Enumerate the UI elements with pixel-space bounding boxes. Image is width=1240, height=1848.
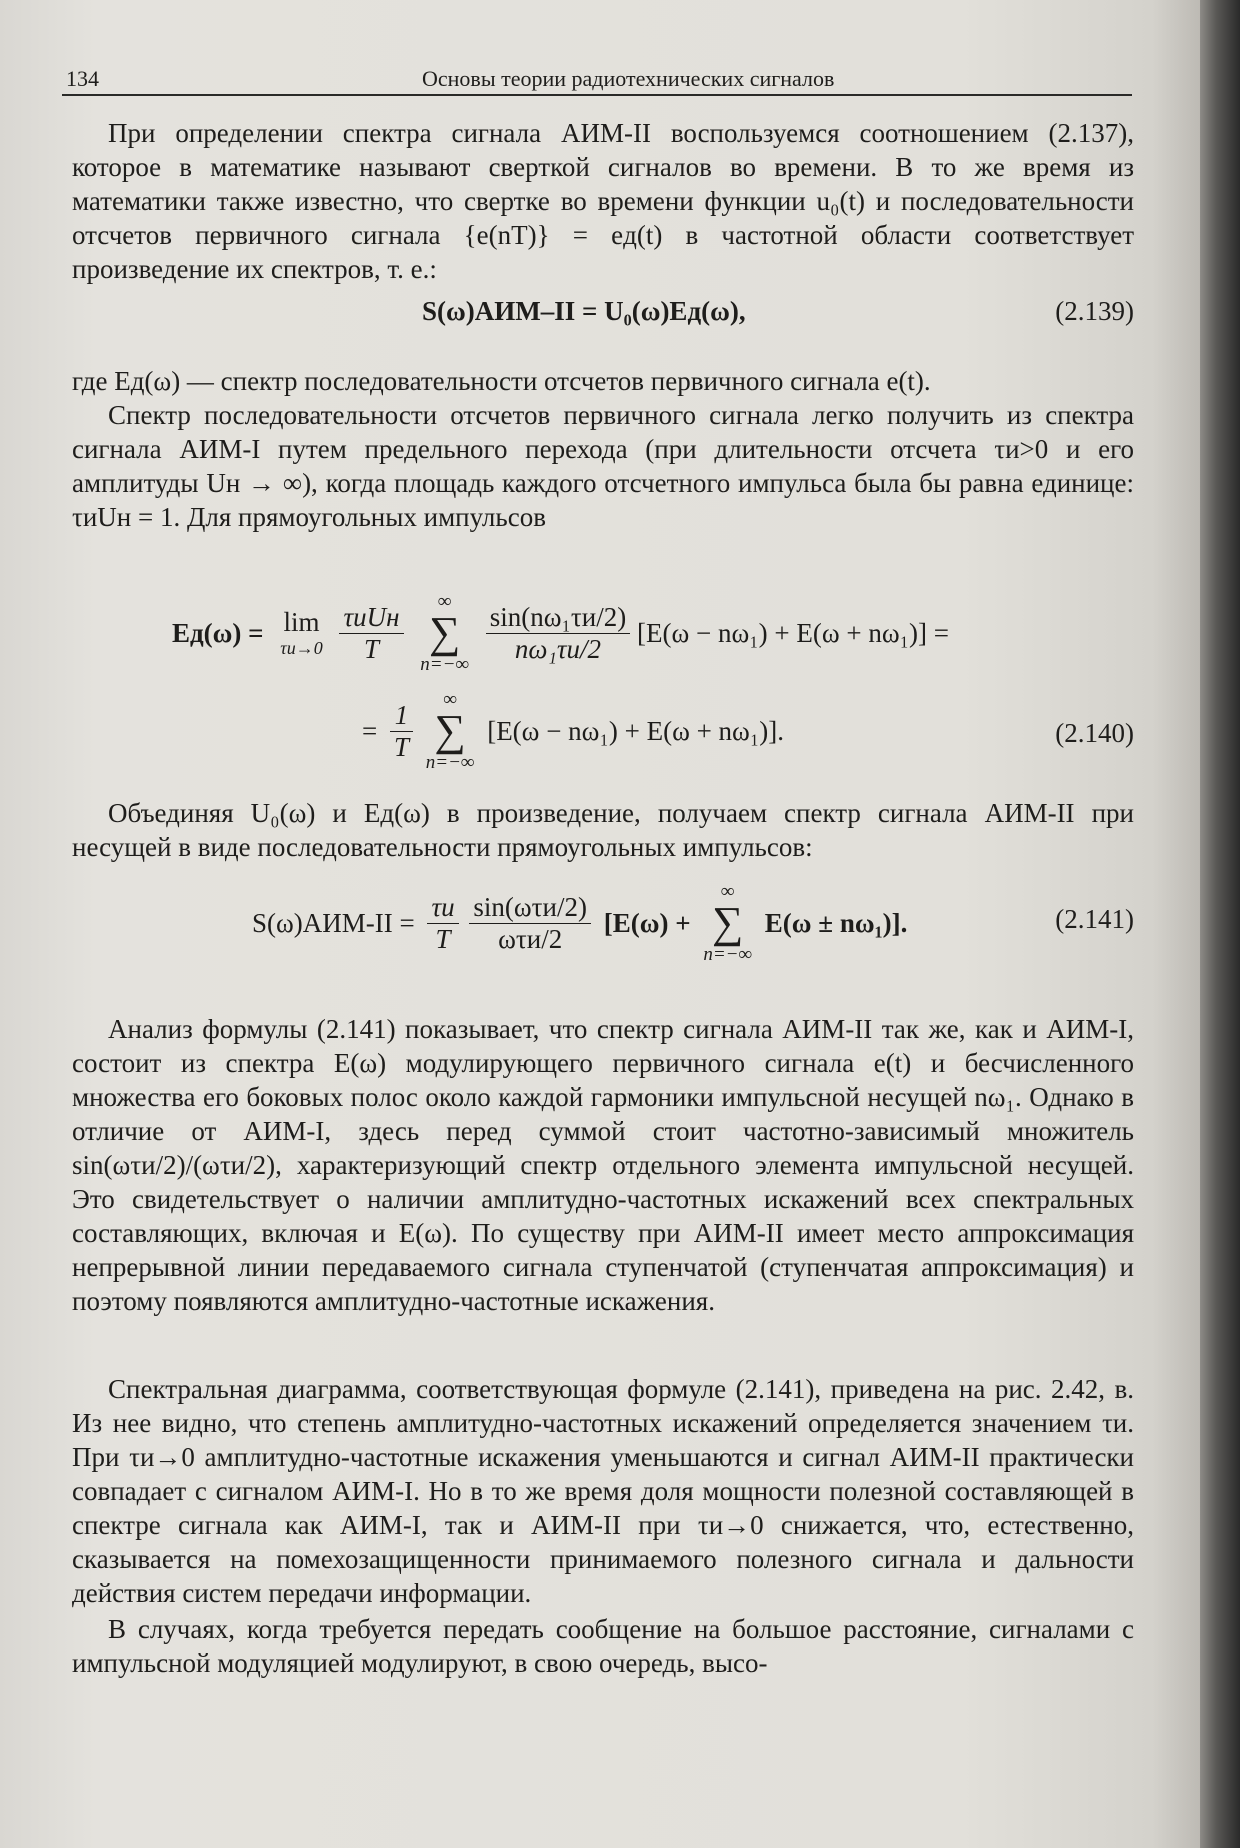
paragraph-1: При определении спектра сигнала АИМ-II воспользуемся соотношением (2.137), которое в математике называют сверткой сигналов во времени. В то же время из математики также известно, что свертке во времени функции u₀(t) и последовательности отсчетов первичного сигнала {e(nT)} = eд(t) в частотной области соответствует произведение их спектров, т. е.:: [72, 118, 1134, 284]
limit-operator: lim τи→0: [280, 607, 323, 658]
sum-operator: ∞ ∑ n=−∞: [425, 689, 475, 773]
fraction-sinc: $\frac{\text{sin(nω₁τи/2)}}{\text{nω₁τи/2}}$: [486, 602, 630, 665]
paragraph-7: В случаях, когда требуется передать сообщение на большое расстояние, сигналами с импульсной модуляцией модулируют, в свою очередь, высо-: [72, 1614, 1134, 1678]
bracket-term: [E(ω − nω₁) + E(ω + nω₁)] =: [636, 617, 949, 648]
equation-2-140-line-1: [72, 592, 1134, 682]
fraction-sinc: $\frac{\text{sin(ωτи/2)}}{\text{ωτи/2}}$: [469, 892, 591, 955]
bracket-term: [E(ω − nω₁) + E(ω + nω₁)].: [487, 715, 784, 746]
paragraph-5: Анализ формулы (2.141) показывает, что спектр сигнала АИМ-II так же, как и АИМ-I, состоит из спектра E(ω) модулирующего первичного сигнала e(t) и бесчисленного множества его боковых полос около каждой гармоники импульсной несущей nω₁. Однако в отличие от АИМ-I, здесь перед суммой стоит частотно-зависимый множитель sin(ωτи/2)/(ωτи/2), характеризующий спектр отдельного элемента импульсной несущей. Это свидетельствует о наличии амплитудно-частотных искажений всех спектральных составляющих, включая и E(ω). По существу при АИМ-II имеет место аппроксимация непрерывной линии передаваемого сигнала ступенчатой (ступенчатая аппроксимация) и поэтому появляются амплитудно-частотные искажения.: [72, 1014, 1134, 1316]
page-header: [62, 60, 1132, 96]
eq-lhs: Eд(ω) =: [172, 617, 264, 648]
equation-number: (2.141): [1055, 904, 1134, 934]
eq-lhs: S(ω)АИМ-II =: [252, 907, 415, 938]
sum-operator: ∞ ∑ n=−∞: [703, 881, 753, 965]
paragraph-3: Спектр последовательности отсчетов первичного сигнала легко получить из спектра сигнала АИМ-I путем предельного перехода (при длительности отсчета τи>0 и его амплитуды Uн → ∞), когда площадь каждого отсчетного импульса была бы равна единице: τиUн = 1. Для прямоугольных импульсов: [72, 400, 1134, 532]
paragraph-4: Объединяя U₀(ω) и Eд(ω) в произведение, получаем спектр сигнала АИМ-II при несущей в виде последовательности прямоугольных импульсов:: [72, 798, 1134, 862]
equation-2-140-line-2: = $\frac{1}{T}$ ∞ ∑ n=−∞ [E(ω − nω₁) + E(ω + nω₁)]. (2.140): [362, 689, 1134, 773]
fraction-tau-u: $\frac{\text{τиUн}}{T}$: [339, 602, 403, 665]
paragraph-6: Спектральная диаграмма, соответствующая формуле (2.141), приведена на рис. 2.42, в. Из нее видно, что степень амплитудно-частотных искажений определяется значением τи. При τи→0 амплитудно-частотные искажения уменьшаются и сигнал АИМ-II практически совпадает с сигналом АИМ-I. Но в то же время доля мощности полезной составляющей в спектре сигнала как АИМ-I, так и АИМ-II при τи→0 снижается, что, естественно, сказывается на помехозащищенности принимаемого полезного сигнала и дальности действия систем передачи информации.: [72, 1374, 1134, 1608]
equation-2-139: [72, 296, 1134, 336]
equation-formula: S(ω)АИМ–II = U₀(ω)Eд(ω),: [422, 296, 746, 326]
page-number: 134: [66, 66, 99, 91]
paragraph-2: где Eд(ω) — спектр последовательности отсчетов первичного сигнала e(t).: [72, 366, 931, 396]
running-title: Основы теории радиотехнических сигналов: [422, 66, 835, 91]
fraction-tau-over-t: $\frac{\tau и}{T}$: [427, 892, 458, 955]
book-spine-shadow: [1200, 0, 1240, 1848]
equation-2-141: S(ω)АИМ-II = $\frac{\tau и}{T}$ $\frac{\text{sin(ωτи/2)}}{\text{ωτи/2}}$ [E(ω) + ∞ ∑ n=−∞ E(ω ± nω₁)]. (2.141): [252, 881, 1134, 965]
equation-number: (2.140): [1055, 718, 1134, 748]
fraction-one-over-t: $\frac{1}{T}$: [390, 700, 413, 763]
sum-operator: ∞ ∑ n=−∞: [420, 591, 469, 675]
equation-number: (2.139): [1055, 296, 1134, 326]
